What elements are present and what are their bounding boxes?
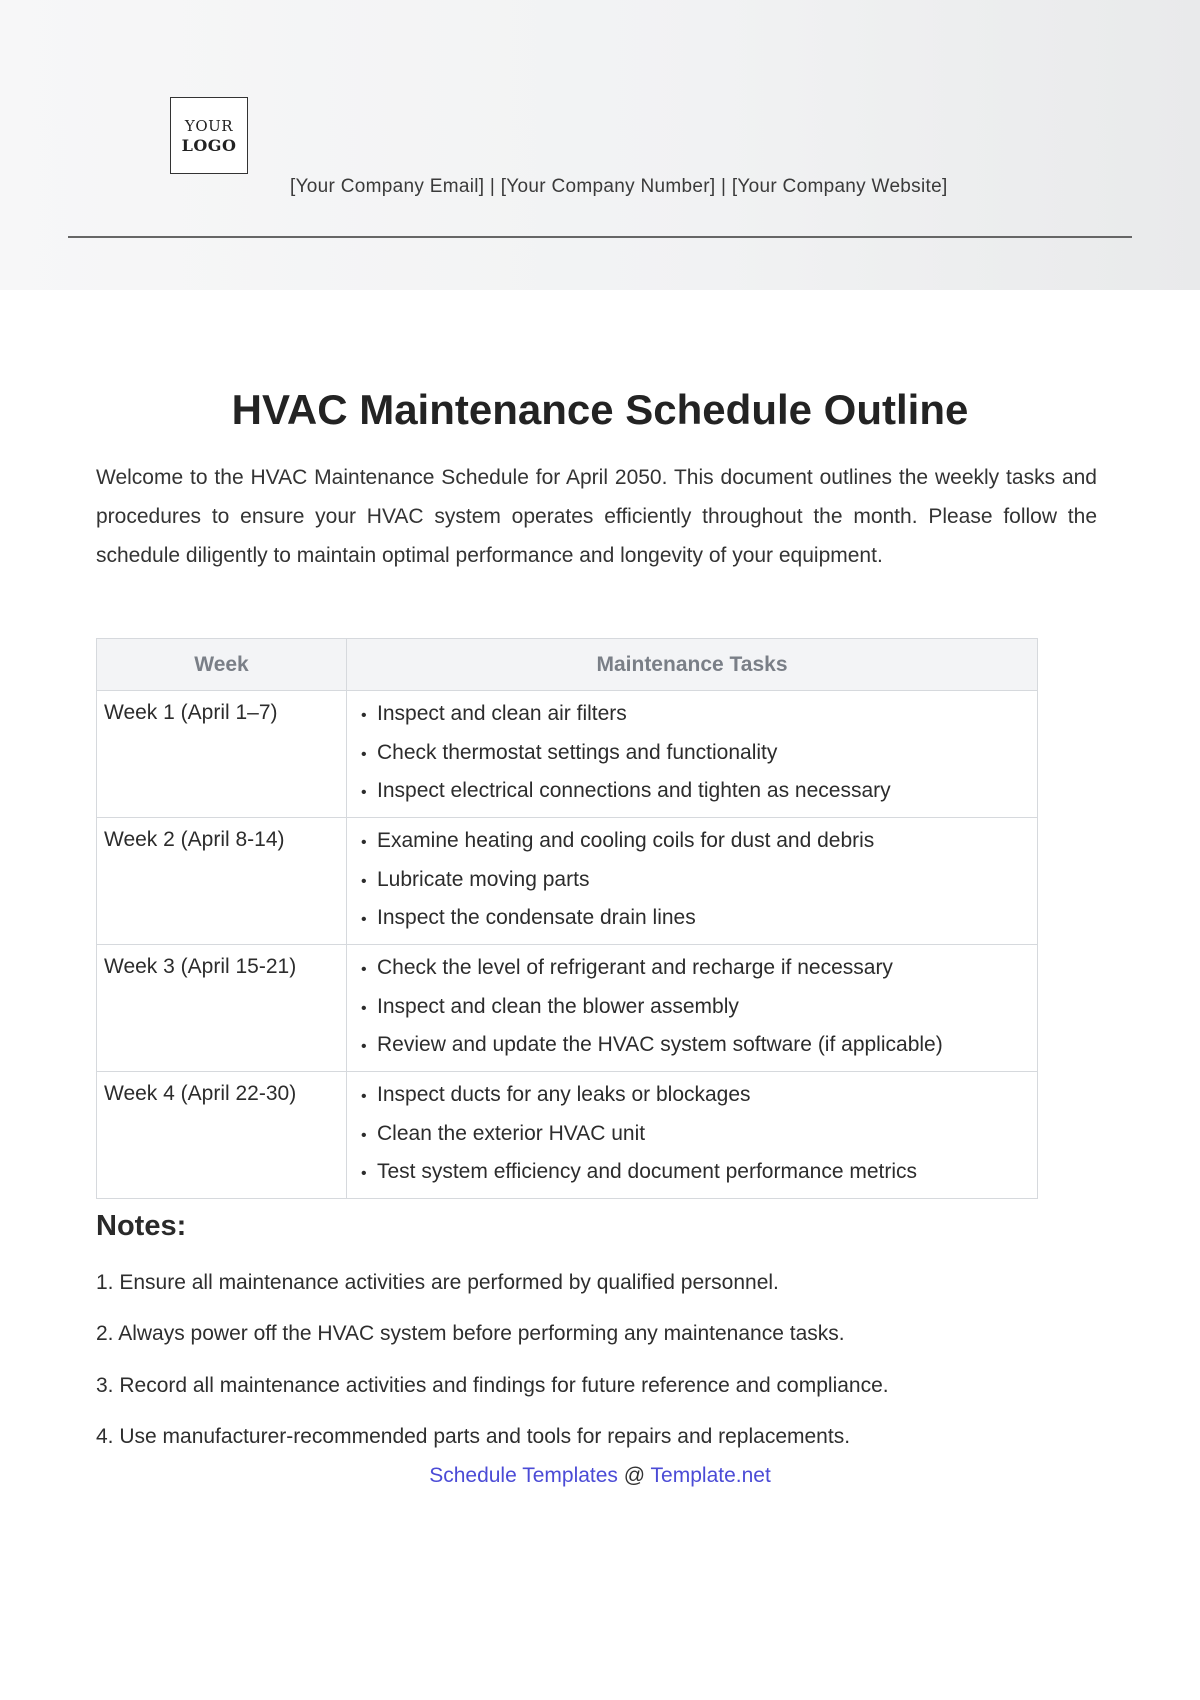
week-column-header: Week <box>97 639 347 691</box>
table-row <box>97 818 1038 945</box>
tasks-column-header: Maintenance Tasks <box>347 639 1038 691</box>
task-text: Check thermostat settings and functionality <box>377 740 778 764</box>
task-text: Test system efficiency and document performance metrics <box>377 1160 918 1183</box>
task-list <box>361 1082 1037 1198</box>
bullet-icon: • <box>361 1126 367 1144</box>
task-text: Review and update the HVAC system software (if applicable) <box>377 1033 943 1056</box>
task-text: Inspect ducts for any leaks or blockages <box>377 1083 751 1106</box>
bullet-icon: • <box>361 872 367 890</box>
task-item <box>361 1082 1037 1121</box>
bullet-icon: • <box>361 745 367 763</box>
task-text: Inspect electrical connections and tighten as necessary <box>377 779 891 802</box>
tasks-cell <box>347 691 1038 818</box>
task-text: Lubricate moving parts <box>377 867 590 891</box>
schedule-templates-link[interactable]: Schedule Templates <box>429 1464 618 1487</box>
logo-line-2: LOGO <box>181 135 237 155</box>
week-cell: Week 2 (April 8-14) <box>97 818 347 945</box>
task-text: Inspect and clean air filters <box>377 702 627 725</box>
task-text: Examine heating and cooling coils for dust and debris <box>377 829 875 852</box>
bullet-icon: • <box>361 784 367 801</box>
task-list <box>361 955 1037 1071</box>
company-contact-info: [Your Company Email] | [Your Company Number] | [Your Company Website] <box>290 176 948 197</box>
note-item: 3. Record all maintenance activities and findings for future reference and compliance. <box>96 1373 889 1397</box>
table-header-row <box>97 639 1038 691</box>
logo-line-1: YOUR <box>184 116 234 135</box>
task-text: Check the level of refrigerant and recharge if necessary <box>377 956 893 979</box>
bullet-icon: • <box>361 834 367 851</box>
tasks-cell <box>347 945 1038 1072</box>
bullet-icon: • <box>361 707 367 724</box>
bullet-icon: • <box>361 1165 367 1182</box>
bullet-icon: • <box>361 1088 367 1105</box>
maintenance-schedule-table <box>96 638 1038 1199</box>
company-logo <box>170 97 248 174</box>
notes-list <box>96 1270 1106 1475</box>
week-cell: Week 1 (April 1–7) <box>97 691 347 818</box>
note-item: 2. Always power off the HVAC system before performing any maintenance tasks. <box>96 1322 845 1346</box>
note-item: 4. Use manufacturer-recommended parts and tools for repairs and replacements. <box>96 1424 851 1448</box>
task-item <box>361 701 1037 740</box>
document-title: HVAC Maintenance Schedule Outline <box>231 386 969 433</box>
task-text: Inspect the condensate drain lines <box>377 906 696 929</box>
bullet-icon: • <box>361 961 367 978</box>
footer-separator: @ <box>617 1464 651 1487</box>
template-net-link[interactable]: Template.net <box>650 1464 771 1487</box>
intro-paragraph: Welcome to the HVAC Maintenance Schedule for April 2050. This document outlines the weekly tasks and procedures to ensure your HVAC system operates efficiently throughout the month. Please follow the schedule diligently to maintain optimal performance and longevity of your equipment. <box>96 466 1097 567</box>
page-footer <box>0 1464 1200 1488</box>
tasks-cell <box>347 1072 1038 1199</box>
task-item <box>361 905 1037 944</box>
table-row <box>97 1072 1038 1199</box>
header-divider <box>68 236 1132 238</box>
task-list <box>361 701 1037 817</box>
task-text: Inspect and clean the blower assembly <box>377 994 739 1018</box>
page-header <box>0 0 1200 290</box>
task-item <box>361 828 1037 867</box>
notes-heading: Notes: <box>96 1210 187 1242</box>
tasks-cell <box>347 818 1038 945</box>
table-row <box>97 691 1038 818</box>
table-row <box>97 945 1038 1072</box>
bullet-icon: • <box>361 911 367 928</box>
task-item <box>361 1159 1037 1198</box>
task-item <box>361 1121 1037 1160</box>
week-cell: Week 4 (April 22-30) <box>97 1072 347 1199</box>
bullet-icon: • <box>361 1038 367 1055</box>
task-text: Clean the exterior HVAC unit <box>377 1121 646 1145</box>
note-item: 1. Ensure all maintenance activities are performed by qualified personnel. <box>96 1271 779 1294</box>
task-item <box>361 778 1037 817</box>
week-cell: Week 3 (April 15-21) <box>97 945 347 1072</box>
bullet-icon: • <box>361 999 367 1017</box>
task-item <box>361 955 1037 994</box>
task-item <box>361 994 1037 1033</box>
task-item <box>361 1032 1037 1071</box>
task-item <box>361 740 1037 779</box>
task-list <box>361 828 1037 944</box>
task-item <box>361 867 1037 906</box>
